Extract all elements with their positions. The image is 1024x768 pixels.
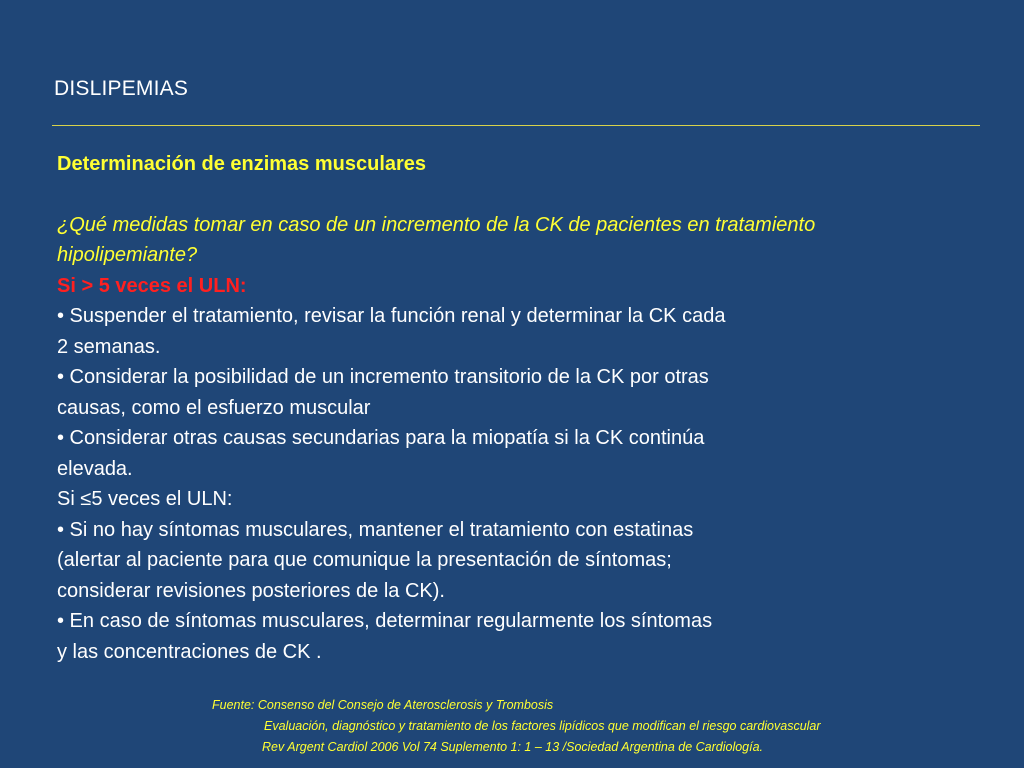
- case2-line: • Si no hay síntomas musculares, mantener el tratamiento con estatinas: [57, 518, 694, 541]
- source-citation-line-3: Rev Argent Cardiol 2006 Vol 74 Suplemento 1: 1 – 13 /Sociedad Argentina de Cardiología.: [262, 740, 764, 754]
- case2-line: y las concentraciones de CK .: [57, 640, 322, 663]
- case1-line: • Considerar otras causas secundarias para la miopatía si la CK continúa: [57, 427, 705, 449]
- case1-line: causas, como el esfuerzo muscular: [57, 396, 371, 419]
- case2-line: (alertar al paciente para que comunique la presentación de síntomas;: [57, 549, 672, 571]
- source-citation-line-1: Fuente: Consenso del Consejo de Aterosclerosis y Trombosis: [212, 698, 554, 712]
- question-line-1: ¿Qué medidas tomar en caso de un incremento de la CK de pacientes en tratamiento: [57, 213, 816, 236]
- case2-line: • En caso de síntomas musculares, determinar regularmente los síntomas: [57, 610, 713, 632]
- source-citation-line-2: Evaluación, diagnóstico y tratamiento de los factores lipídicos que modifican el riesgo cardiovascular: [264, 719, 821, 733]
- title-divider: [52, 125, 980, 126]
- case1-line: • Suspender el tratamiento, revisar la función renal y determinar la CK cada: [57, 305, 726, 327]
- slide-title: DISLIPEMIAS: [54, 77, 189, 100]
- case-heading-above-5x: Si > 5 veces el ULN:: [57, 274, 247, 297]
- slide-body: [57, 149, 957, 667]
- case1-line: 2 semanas.: [57, 335, 161, 358]
- case1-line: elevada.: [57, 457, 133, 480]
- question-line-2: hipolipemiante?: [57, 244, 198, 266]
- case2-line: considerar revisiones posteriores de la CK).: [57, 579, 445, 602]
- case-heading-up-to-5x: Si ≤5 veces el ULN:: [57, 488, 233, 510]
- case1-line: • Considerar la posibilidad de un incremento transitorio de la CK por otras: [57, 366, 709, 388]
- slide-subtitle: Determinación de enzimas musculares: [57, 153, 427, 175]
